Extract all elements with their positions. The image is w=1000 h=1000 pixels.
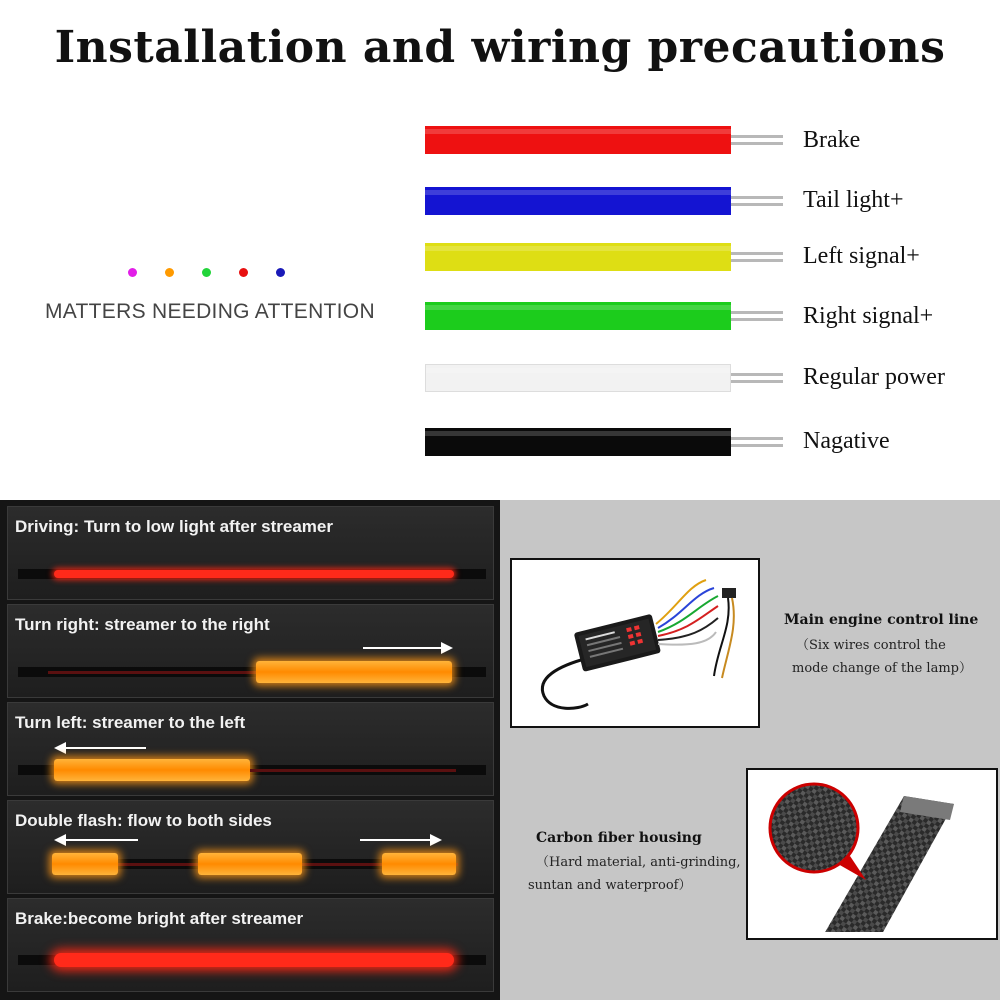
wire-insulation [425, 428, 731, 456]
dot-magenta [128, 268, 137, 277]
mode-double-flash [7, 800, 494, 894]
wire-core [731, 142, 783, 145]
controller-photo [510, 558, 760, 728]
arrow-left-icon [56, 747, 146, 749]
mode-title: Turn left: streamer to the left [15, 713, 246, 732]
wire-regular-power [425, 364, 731, 392]
controller-caption-line2: mode change of the lamp） [792, 661, 972, 676]
wire-core [731, 311, 783, 314]
wire-label-tail-light: Tail light+ [803, 187, 904, 213]
photo-area [754, 776, 990, 932]
modes-panel [0, 500, 500, 1000]
arrow-right-icon [363, 647, 451, 649]
attention-label: MATTERS NEEDING ATTENTION [45, 300, 375, 323]
wire-core [731, 318, 783, 321]
dot-red [239, 268, 248, 277]
arrow-left-icon [56, 839, 138, 841]
wire-insulation [425, 126, 731, 154]
dot-green [202, 268, 211, 277]
strip-dim [48, 671, 258, 674]
housing-caption-title: Carbon fiber housing [536, 830, 702, 846]
carbon-housing-photo [746, 768, 998, 940]
controller-caption-line1: （Six wires control the [796, 638, 946, 653]
wire-core [731, 380, 783, 383]
housing-caption-line1: （Hard material, anti-grinding, [536, 855, 741, 870]
wire-core [731, 135, 783, 138]
carbon-fiber-icon [754, 776, 990, 932]
wire-left-signal [425, 243, 731, 271]
mode-title: Brake:become bright after streamer [15, 909, 304, 928]
mode-turn-right [7, 604, 494, 698]
controller-caption-title: Main engine control line [784, 612, 979, 628]
strip-red-glow [54, 953, 454, 967]
mode-title: Driving: Turn to low light after streamer [15, 517, 333, 536]
strip-amber-glow [198, 853, 302, 875]
wire-core [731, 259, 783, 262]
wire-insulation [425, 302, 731, 330]
wire-tail-light [425, 187, 731, 215]
arrow-right-icon [360, 839, 440, 841]
wire-right-signal [425, 302, 731, 330]
wire-label-brake: Brake [803, 127, 861, 153]
mode-driving [7, 506, 494, 600]
strip-amber-glow [382, 853, 456, 875]
wire-core [731, 437, 783, 440]
wire-core [731, 203, 783, 206]
dot-orange [165, 268, 174, 277]
controller-box-icon [518, 566, 752, 720]
photo-area [518, 566, 752, 720]
wire-negative [425, 428, 731, 456]
wire-core [731, 373, 783, 376]
strip-amber-glow [54, 759, 250, 781]
page-title: Installation and wiring precautions [54, 22, 946, 73]
attention-dots [128, 268, 298, 280]
strip-amber-glow [256, 661, 452, 683]
strip-amber-glow [52, 853, 118, 875]
wire-label-left-signal: Left signal+ [803, 243, 920, 269]
wire-label-right-signal: Right signal+ [803, 303, 934, 329]
wire-insulation [425, 187, 731, 215]
mode-brake [7, 898, 494, 992]
wire-core [731, 196, 783, 199]
mode-title: Turn right: streamer to the right [15, 615, 270, 634]
led-strip [18, 955, 486, 965]
wire-insulation [425, 243, 731, 271]
product-details [500, 500, 1000, 1000]
wire-core [731, 444, 783, 447]
housing-caption-line2: suntan and waterproof） [528, 878, 692, 893]
strip-dim [250, 769, 456, 772]
led-strip [18, 667, 486, 677]
led-strip [18, 569, 486, 579]
mode-title: Double flash: flow to both sides [15, 811, 272, 830]
dot-blue [276, 268, 285, 277]
wire-insulation [425, 364, 731, 392]
wire-brake [425, 126, 731, 154]
wire-label-regular-power: Regular power [803, 364, 945, 390]
led-strip [18, 765, 486, 775]
strip-red-glow [54, 570, 454, 578]
led-strip [18, 859, 486, 869]
wire-label-negative: Nagative [803, 428, 890, 454]
wire-core [731, 252, 783, 255]
mode-turn-left [7, 702, 494, 796]
